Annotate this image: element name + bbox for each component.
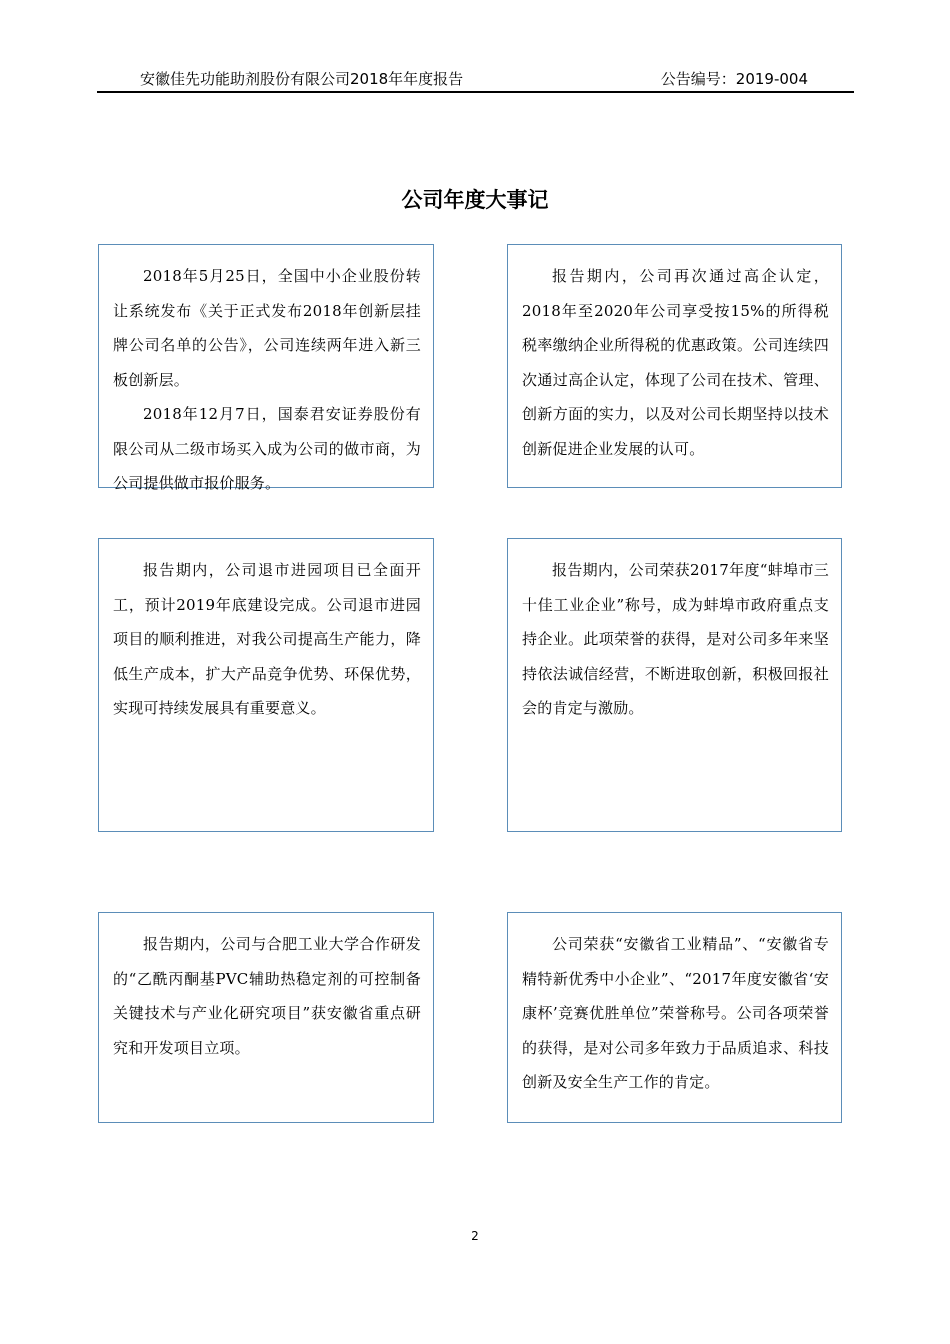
event-paragraph: 报告期内，公司退市进园项目已全面开工，预计2019年底建设完成。公司退市进园项目的顺利推进，对我公司提高生产能力，降低生产成本，扩大产品竞争优势、环保优势，实现可持续发展具有重要意义。 [113, 561, 421, 717]
event-paragraph: 公司荣获“安徽省工业精品”、“安徽省专精特新优秀中小企业”、“2017年度安徽省‘安康杯’竞赛优胜单位”荣誉称号。公司各项荣誉的获得，是对公司多年致力于品质追求、科技创新及安全生产工作的肯定。 [522, 935, 829, 1091]
header-divider [97, 91, 854, 93]
event-box-relocation-project [98, 538, 434, 832]
event-paragraph: 2018年5月25日，全国中小企业股份转让系统发布《关于正式发布2018年创新层挂牌公司名单的公告》，公司连续两年进入新三板创新层。 [113, 267, 421, 389]
event-paragraph: 2018年12月7日，国泰君安证券股份有限公司从二级市场买入成为公司的做市商，为公司提供做市报价服务。 [113, 405, 421, 492]
event-paragraph: 报告期内，公司与合肥工业大学合作研发的“乙酰丙酮基PVC辅助热稳定剂的可控制备关键技术与产业化研究项目”获安徽省重点研究和开发项目立项。 [113, 935, 421, 1057]
page-title: 公司年度大事记 [401, 188, 549, 212]
page-number: 2 [471, 1229, 479, 1243]
event-box-innovation-layer [98, 244, 434, 492]
event-box-honors [507, 912, 842, 1123]
event-box-high-tech-certification [507, 244, 842, 488]
event-paragraph: 报告期内，公司荣获2017年度“蚌埠市三十佳工业企业”称号，成为蚌埠市政府重点支持企业。此项荣誉的获得，是对公司多年来坚持依法诚信经营，不断进取创新，积极回报社会的肯定与激励。 [522, 561, 829, 717]
event-box-top-thirty-enterprise [507, 538, 842, 832]
report-title-header: 安徽佳先功能助剂股份有限公司2018年年度报告 [140, 70, 464, 88]
event-box-research-project [98, 912, 434, 1123]
event-paragraph: 报告期内，公司再次通过高企认定，2018年至2020年公司享受按15%的所得税税率缴纳企业所得税的优惠政策。公司连续四次通过高企认定，体现了公司在技术、管理、创新方面的实力，以及对公司长期坚持以技术创新促进企业发展的认可。 [522, 267, 829, 458]
announcement-number: 公告编号：2019-004 [660, 70, 808, 88]
